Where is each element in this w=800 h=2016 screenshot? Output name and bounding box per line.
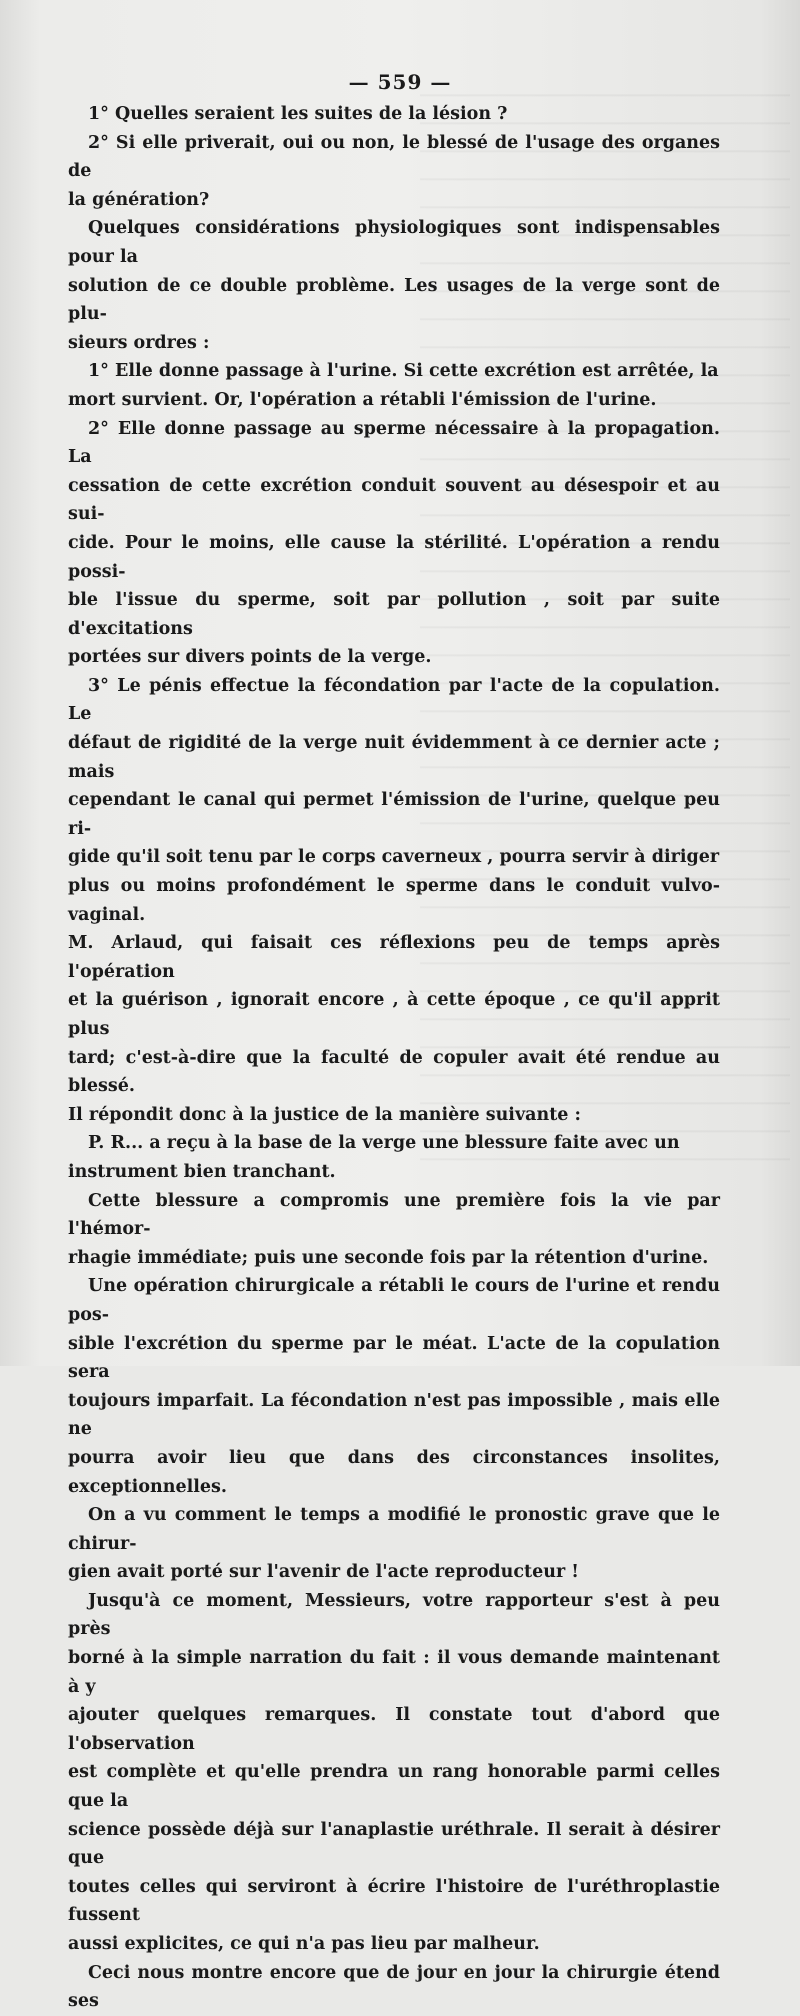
text-line: cependant le canal qui permet l'émission de l'urine, quelque peu ri- bbox=[68, 790, 720, 839]
text-line: toutes celles qui serviront à écrire l'histoire de l'uréthroplastie fussent bbox=[68, 1876, 720, 1926]
text-line: Ceci nous montre encore que de jour en jour la chirurgie étend ses bbox=[68, 1962, 720, 2012]
text-line: Jusqu'à ce moment, Messieurs, votre rapporteur s'est à peu près bbox=[68, 1590, 720, 1640]
text-line: ajouter quelques remarques. Il constate tout d'abord que l'observation bbox=[68, 1705, 720, 1754]
text-line: cessation de cette excrétion conduit souvent au désespoir et au sui- bbox=[68, 475, 720, 525]
text-line: Quelques considérations physiologiques sont indispensables pour la bbox=[68, 218, 720, 267]
text-line: ble l'issue du sperme, soit par pollution , soit par suite d'excitations bbox=[68, 590, 720, 639]
text-line: toujours imparfait. La fécondation n'est pas impossible , mais elle ne bbox=[68, 1390, 720, 1440]
text-line: gien avait porté sur l'avenir de l'acte reproducteur ! bbox=[68, 1562, 579, 1583]
text-line: 1° Quelles seraient les suites de la lésion ? bbox=[88, 104, 508, 124]
text-line: instrument bien tranchant. bbox=[68, 1161, 336, 1182]
text-line: sible l'excrétion du sperme par le méat. L'acte de la copulation sera bbox=[68, 1333, 720, 1383]
text-line: est complète et qu'elle prendra un rang honorable parmi celles que la bbox=[68, 1762, 720, 1812]
text-line: science possède déjà sur l'anaplastie uréthrale. Il serait à désirer que bbox=[68, 1819, 720, 1869]
text-line: cide. Pour le moins, elle cause la stérilité. L'opération a rendu possi- bbox=[68, 532, 720, 582]
text-line: portées sur divers points de la verge. bbox=[68, 647, 432, 668]
text-line: tard; c'est-à-dire que la faculté de copuler avait été rendue au blessé. bbox=[68, 1047, 720, 1097]
text-line: 1° Elle donne passage à l'urine. Si cette excrétion est arrêtée, la bbox=[88, 361, 719, 382]
page-number: — 559 — bbox=[348, 70, 452, 94]
text-line: On a vu comment le temps a modifié le pronostic grave que le chirur- bbox=[68, 1505, 720, 1554]
text-line: 3° Le pénis effectue la fécondation par l'acte de la copulation. Le bbox=[68, 675, 720, 725]
text-line: la génération? bbox=[68, 189, 210, 210]
text-line: plus ou moins profondément le sperme dans le conduit vulvo-vaginal. bbox=[68, 876, 720, 925]
text-line: 2° Si elle priverait, oui ou non, le blessé de l'usage des organes de bbox=[68, 132, 720, 182]
text-line: et la guérison , ignorait encore , à cette époque , ce qu'il apprit plus bbox=[68, 990, 720, 1039]
text-line: Cette blessure a compromis une première fois la vie par l'hémor- bbox=[68, 1190, 720, 1240]
text-line: M. Arlaud, qui faisait ces réflexions peu de temps après l'opération bbox=[68, 933, 720, 982]
text-line: Il répondit donc à la justice de la manière suivante : bbox=[68, 1104, 581, 1125]
text-line: P. R... a reçu à la base de la verge une blessure faite avec un bbox=[88, 1133, 680, 1154]
text-line: sieurs ordres : bbox=[68, 332, 210, 353]
text-line: gide qu'il soit tenu par le corps caverneux , pourra servir à diriger bbox=[68, 847, 720, 868]
text-line: Une opération chirurgicale a rétabli le cours de l'urine et rendu pos- bbox=[68, 1276, 720, 1325]
text-line: mort survient. Or, l'opération a rétabli l'émission de l'urine. bbox=[68, 389, 657, 410]
body-text bbox=[68, 100, 720, 2016]
text-line: défaut de rigidité de la verge nuit évidemment à ce dernier acte ; mais bbox=[68, 733, 720, 782]
text-line: solution de ce double problème. Les usages de la verge sont de plu- bbox=[68, 275, 720, 325]
text-line: pourra avoir lieu que dans des circonstances insolites, exceptionnelles. bbox=[68, 1447, 720, 1497]
text-line: borné à la simple narration du fait : il vous demande maintenant à y bbox=[68, 1648, 720, 1697]
text-line: 2° Elle donne passage au sperme nécessaire à la propagation. La bbox=[68, 418, 720, 468]
text-line: rhagie immédiate; puis une seconde fois par la rétention d'urine. bbox=[68, 1247, 709, 1268]
text-line: aussi explicites, ce qui n'a pas lieu par malheur. bbox=[68, 1934, 540, 1954]
